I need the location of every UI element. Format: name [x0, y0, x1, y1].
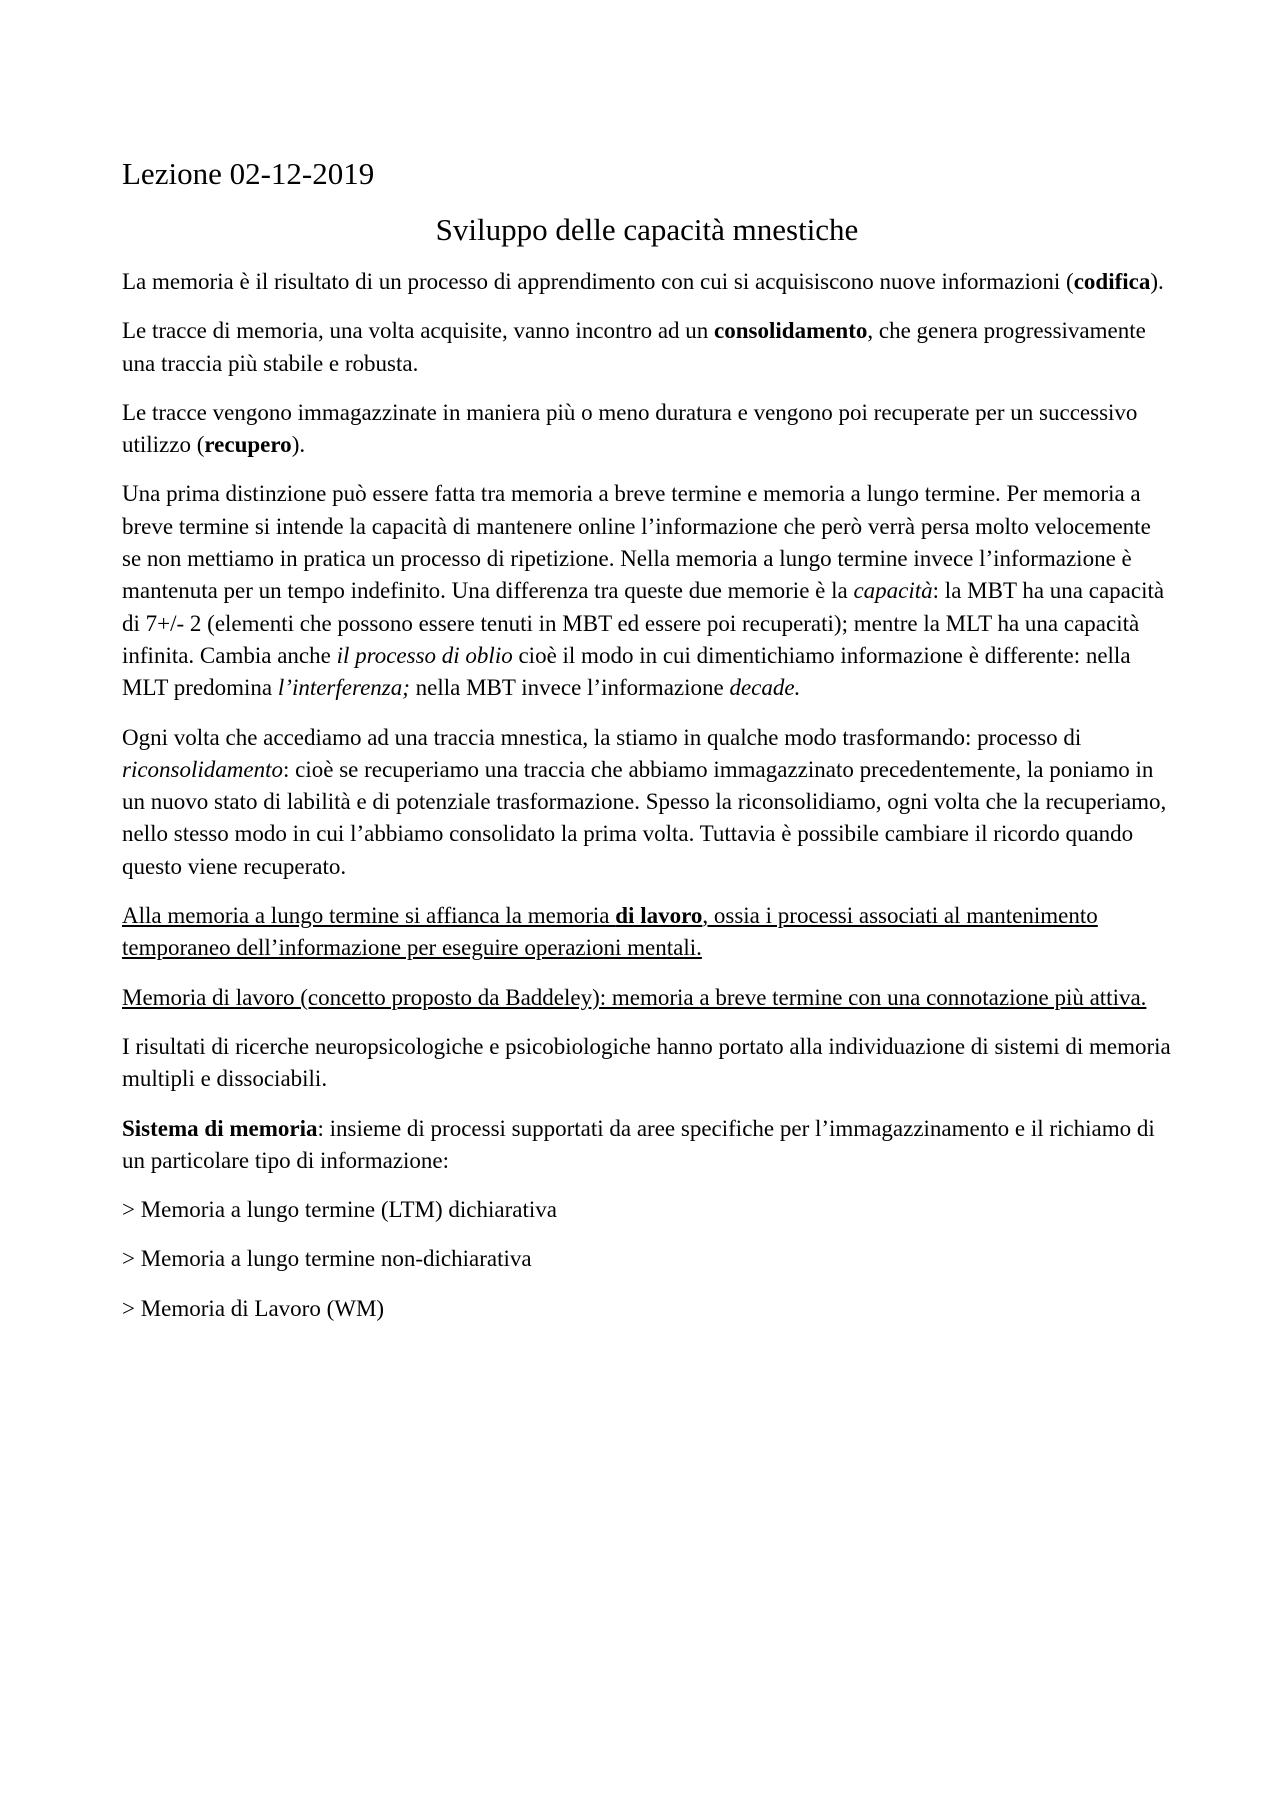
italic-term-oblio: il processo di oblio	[336, 642, 513, 668]
bold-term-recupero: recupero	[204, 432, 292, 458]
paragraph-sistemi-multipli: I risultati di ricerche neuropsicologiche e psicobiologiche hanno portato alla individuazione di sistemi di memoria multipli e dissociabili.	[122, 1033, 1171, 1092]
text-run: ).	[291, 432, 306, 458]
italic-term-decade: decade.	[729, 675, 801, 701]
text-run: Ogni volta che accediamo ad una traccia mnestica, la stiamo in qualche modo trasformando: processo di	[122, 724, 1082, 750]
text-run: ).	[1150, 269, 1164, 294]
bold-term-consolidamento: consolidamento	[714, 318, 868, 344]
text-run: Una prima distinzione può essere fatta tra memoria a breve termine e memoria a lungo termine. Per memoria a breve termine si intende la capacità di mantenere online l’informazione che però verrà persa molto velocemente se non mettiamo in pratica un processo di ripetizione. Nella memoria a lungo termine invece l’informazione è mantenuta per un tempo indefinito. Una differenza tra queste due memorie è la	[122, 481, 1151, 604]
text-run: Le tracce vengono immagazzinate in maniera più o meno duratura e vengono poi recuperate per un successivo utilizzo (	[122, 399, 1138, 458]
paragraph-sistema-di-memoria	[122, 1113, 1172, 1178]
paragraph-mbt-mlt	[122, 478, 1172, 704]
italic-term-capacita: capacità	[853, 578, 933, 604]
text-run: cioè il modo in cui dimentichiamo informazione è differente: nella MLT predomina	[122, 642, 1131, 701]
text-run: Alla memoria a lungo termine si affianca la memoria	[122, 903, 616, 929]
date-heading: Lezione 02-12-2019	[122, 156, 375, 191]
bold-term-sistema-di-memoria: Sistema di memoria	[122, 1115, 318, 1141]
document-title: Sviluppo delle capacità mnestiche	[435, 212, 859, 247]
paragraph-codifica	[122, 266, 1172, 298]
list-item: > Memoria a lungo termine (LTM) dichiarativa	[122, 1197, 557, 1223]
text-run: : cioè se recuperiamo una traccia che abbiamo immagazzinato precedentemente, la poniamo in un nuovo stato di labilità e di potenziale trasformazione. Spesso la riconsolidiamo, ogni volta che la recuperiamo, nello stesso modo in cui l’abbiamo consolidato la prima volta. Tuttavia è possibile cambiare il ricordo quando questo viene recuperato.	[122, 756, 1167, 879]
text-run: : insieme di processi supportati da aree specifiche per l’immagazzinamento e il richiamo di un particolare tipo di informazione:	[122, 1115, 1155, 1173]
paragraph-consolidamento	[122, 315, 1172, 380]
text-run: , ossia i processi associati al mantenimento temporaneo dell’informazione per eseguire operazioni mentali.	[122, 903, 1098, 961]
document-page	[122, 152, 1172, 1342]
list-item: > Memoria a lungo termine non-dichiarativa	[122, 1246, 532, 1272]
paragraph-recupero	[122, 397, 1172, 462]
italic-term-riconsolidamento: riconsolidamento	[122, 756, 283, 782]
italic-term-interferenza: l’interferenza;	[277, 675, 410, 701]
bold-term-codifica: codifica	[1073, 269, 1151, 294]
text-run: La memoria è il risultato di un processo di apprendimento con cui si acquisiscono nuove informazioni (	[122, 269, 1074, 294]
text-run: nella MBT invece l’informazione	[409, 675, 730, 701]
bold-term-di-lavoro: di lavoro	[615, 903, 703, 929]
paragraph-baddeley: Memoria di lavoro (concetto proposto da Baddeley): memoria a breve termine con una connotazione più attiva.	[122, 984, 1147, 1010]
text-run: Le tracce di memoria, una volta acquisite, vanno incontro ad un	[122, 318, 715, 344]
text-run: , che genera progressivamente una traccia più stabile e robusta.	[122, 318, 1146, 376]
paragraph-memoria-di-lavoro	[122, 900, 1172, 965]
list-item: > Memoria di Lavoro (WM)	[122, 1295, 385, 1321]
text-run: : la MBT ha una capacità di 7+/- 2 (elementi che possono essere tenuti in MBT ed essere poi recuperati); mentre la MLT ha una capacità infinita. Cambia anche	[122, 578, 1165, 668]
paragraph-riconsolidamento	[122, 722, 1172, 883]
